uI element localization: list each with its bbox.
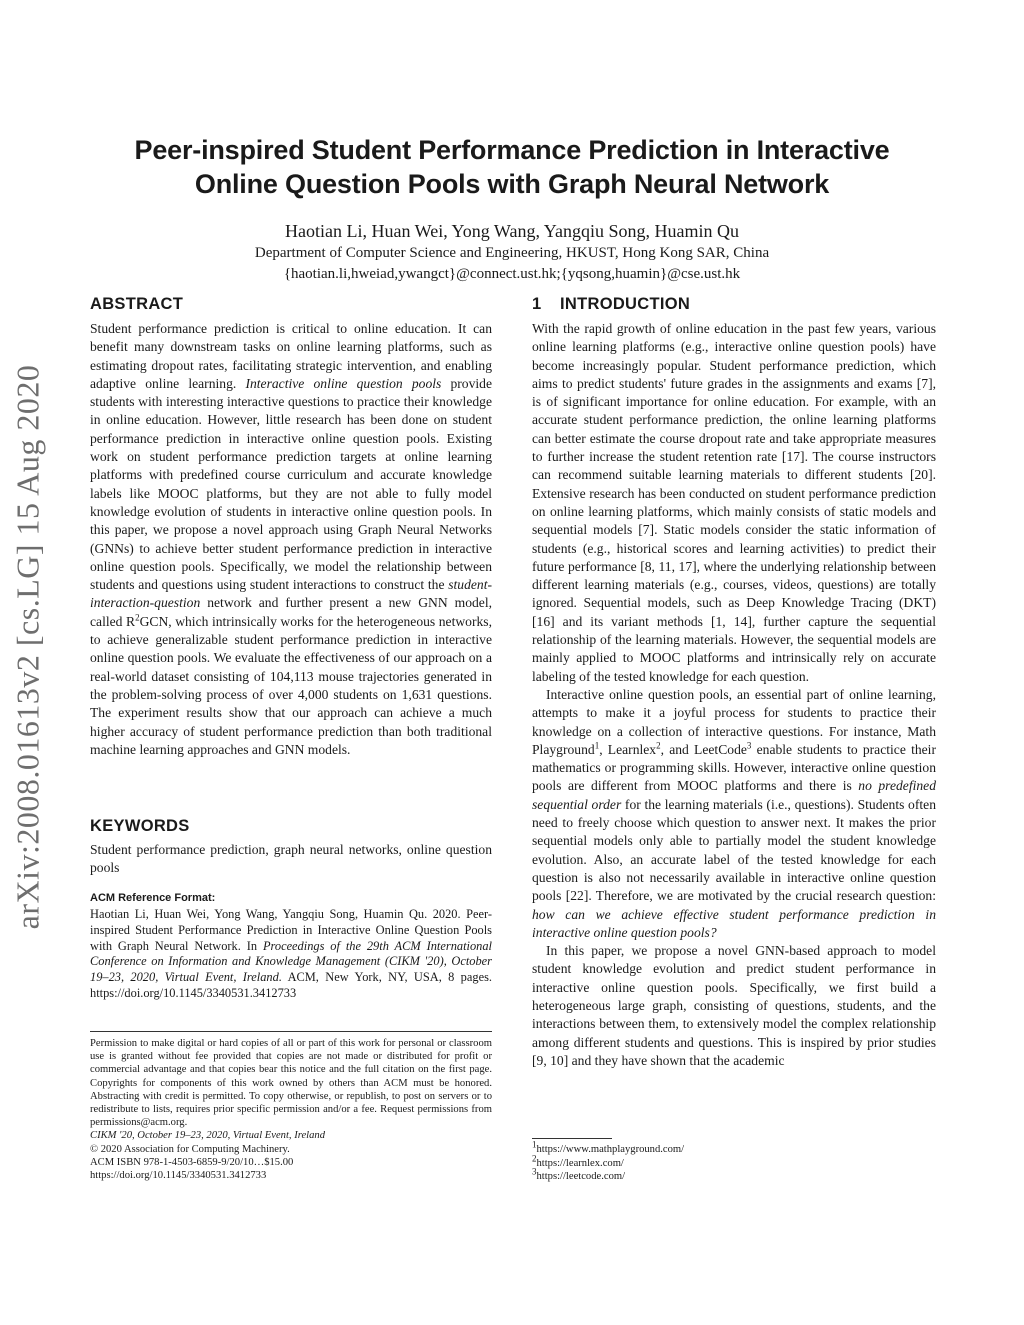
intro-p2-emph: no predefined sequential order (532, 778, 937, 812)
footnote-url-1[interactable]: https://www.mathplayground.com/ (536, 1144, 685, 1155)
footnote-rule-left (90, 1031, 492, 1032)
acm-ref-doi: ACM, New York, NY, USA, 8 pages. https://doi.org/10.1145/3340531.3412733 (90, 970, 492, 1000)
footnote-3: $^3$https://leetcode.com/ (532, 1166, 626, 1182)
intro-p2-text-c: , and LeetCode (660, 741, 747, 757)
intro-p2-text-a: Interactive online question pools, an essential part of online learning, attempts to make it a joyful process for students to practice their knowledge on a collection of interactive questions. For instance, Math Playground (532, 686, 936, 757)
acm-ref-heading: ACM Reference Format: (90, 892, 216, 904)
abstract-emph-1: Interactive online question pools (245, 375, 442, 391)
intro-research-question: how can we achieve effective student performance prediction in interactive online question pools? (532, 906, 936, 940)
title-line-2: Online Question Pools with Graph Neural Network (194, 169, 830, 199)
keywords-heading: KEYWORDS (90, 817, 190, 835)
permission-venue: CIKM '20, October 19–23, 2020, Virtual Event, Ireland (90, 1130, 326, 1142)
footnote-1: $^1$https://www.mathplayground.com/ (532, 1139, 685, 1155)
footnote-marker-3: 3 (746, 740, 752, 751)
permission-text: Permission to make digital or hard copies of all or part of this work for personal or classroom use is granted without fee provided that copies are not made or distributed for profit or commercial advantage and that copies bear this notice and the full citation on the first page. Copyrights for components of this work owned by others than ACM must be honored. Abstracting with credit is permitted. To copy otherwise, or republish, to post on servers or to redistribute to lists, requires prior specific permission and/or a fee. Request permissions from permissions@acm.org. (90, 1038, 492, 1129)
footnote-marker-1: 1 (594, 740, 600, 751)
permission-doi: https://doi.org/10.1145/3340531.3412733 (90, 1170, 267, 1182)
abstract-text-4: GCN, which intrinsically works for the heterogeneous networks, to achieve generalizable student performance prediction in interactive online question pools. We evaluate the effectiveness of our approach on a real-world dataset consisting of 104,113 mouse trajectories generated in the problem-solving process of over 4,000 students on 1,631 questions. The experiment results show that our approach can achieve a much higher accuracy of student performance prediction than both traditional machine learning approaches and GNN models. (90, 613, 492, 757)
abstract-text-2: provide students with interesting interactive questions to practice their knowledge in online education. However, little research has been done on student performance prediction in interactive online question pools. Existing work on student performance prediction targets at online learning platforms with predefined course curriculum and accurate knowledge labels like MOOC platforms, but they are not able to fully model knowledge evolution of students in interactive online question pools. In this paper, we propose a novel approach using Graph Neural Networks (GNNs) to achieve better student performance prediction in interactive online question pools. Specifically, we model the relationship between students and questions using student interactions to construct the (90, 375, 492, 593)
section-title: INTRODUCTION (560, 295, 691, 313)
footnote-marker-2: 2 (656, 740, 661, 751)
abstract-heading: ABSTRACT (90, 295, 184, 313)
section-number: 1 (532, 295, 542, 313)
abstract-text-3: network and further present a new GNN model, called R (90, 595, 492, 629)
intro-paragraph-3: In this paper, we propose a novel GNN-based approach to model student knowledge evolution and predict student performance in interactive online question pools. Specifically, we first build a heterogeneous large graph, consisting of questions, students, and the interactions between them, to extensively model the complex relationship among different students and questions. This is inspired by prior studies [9, 10] and they have shown that the academic (532, 943, 936, 1068)
footnote-rule-right (532, 1138, 612, 1139)
footnote-url-3[interactable]: https://leetcode.com/ (536, 1171, 626, 1182)
abstract-body (90, 320, 492, 759)
acm-ref-text: Haotian Li, Huan Wei, Yong Wang, Yangqiu Song, Huamin Qu. 2020. Peer-inspired Student Performance Prediction in Interactive Online Question Pools with Graph Neural Network. In (90, 907, 492, 953)
intro-p2-text-e: for the learning materials (i.e., questions). Students often need to freely choose which question to answer next. It makes the prior sequential models only able to partially model the student knowledge evolution. Also, an accurate label of the tested knowledge for each question is also not necessarily available in interactive online question pools [22]. Therefore, we are motivated by the crucial research question: (532, 796, 936, 904)
affiliation: Department of Computer Science and Engineering, HKUST, Hong Kong SAR, China (254, 245, 770, 261)
intro-paragraph-1: With the rapid growth of online education in the past few years, various online learning platforms (e.g., interactive online question pools) have become increasingly popular. Student performance prediction, which aims to predict students' future grades in the assignments and exams [7], is of significant importance for online education. For example, with an accurate student performance prediction, the online learning platforms can better estimate the course dropout rate and take appropriate measures to further increase the student retention rate [17]. The course instructors can recommend suitable learning materials to different students [20]. Extensive research has been conducted on student performance prediction on online learning platforms, which mainly consists of static models and sequential models [7]. Static models consider the static information of students (e.g., historical scores and learning activities) to predict their future performance [8, 11, 17], where the underlying relationship between different learning materials (e.g., courses, videos, questions) are totally ignored. Sequential models, such as Deep Knowledge Tracing (DKT) [16] and its variant methods [1, 14], further capture the sequential relationship of the learning materials. However, the sequential models are mainly applied to MOOC platforms and intrinsically rely on accurate labeling of the tested knowledge for each question. (532, 321, 936, 684)
intro-heading (532, 295, 936, 314)
permission-copyright: © 2020 Association for Computing Machinery. (90, 1143, 290, 1155)
title-line-1: Peer-inspired Student Performance Prediction in Interactive (134, 135, 890, 165)
author-list: Haotian Li, Huan Wei, Yong Wang, Yangqiu Song, Huamin Qu (285, 221, 739, 241)
abstract-emph-2: student-interaction-question (90, 577, 492, 611)
footnote-url-2[interactable]: https://learnlex.com/ (536, 1157, 624, 1169)
intro-body (532, 320, 936, 1070)
permission-block (90, 1037, 492, 1182)
abstract-superscript: 2 (135, 612, 140, 623)
footnote-2: $^2$https://learnlex.com/ (532, 1152, 624, 1169)
author-emails: {haotian.li,hweiad,ywangct}@connect.ust.hk;{yqsong,huamin}@cse.ust.hk (283, 266, 741, 282)
keywords-body: Student performance prediction, graph neural networks, online question pools (90, 842, 492, 876)
permission-isbn: ACM ISBN 978-1-4503-6859-9/20/10…$15.00 (90, 1156, 294, 1168)
footnotes (532, 1139, 936, 1184)
paper-title (60, 133, 964, 201)
arxiv-identifier: arXiv:2008.01613v2 [cs.LG] 15 Aug 2020 (9, 364, 46, 930)
intro-paragraph-2 (532, 686, 936, 942)
abstract-text-1: Student performance prediction is critical to online education. It can benefit many downstream tasks on online learning platforms, such as estimating dropout rates, facilitating strategic intervention, and enabling adaptive online learning. (90, 321, 492, 391)
intro-p2-text-b: , Learnlex (599, 741, 657, 757)
intro-p2-text-d: enable students to practice their mathematics or programming skills. However, interactive online question pools are different from MOOC platforms and there is (532, 741, 936, 794)
acm-ref-proceedings: Proceedings of the 29th ACM International Conference on Information and Knowledge Management (CIKM '20), October 19–23, 2020, Virtual Event, Ireland. (90, 938, 492, 985)
acm-ref-body (90, 907, 492, 1002)
